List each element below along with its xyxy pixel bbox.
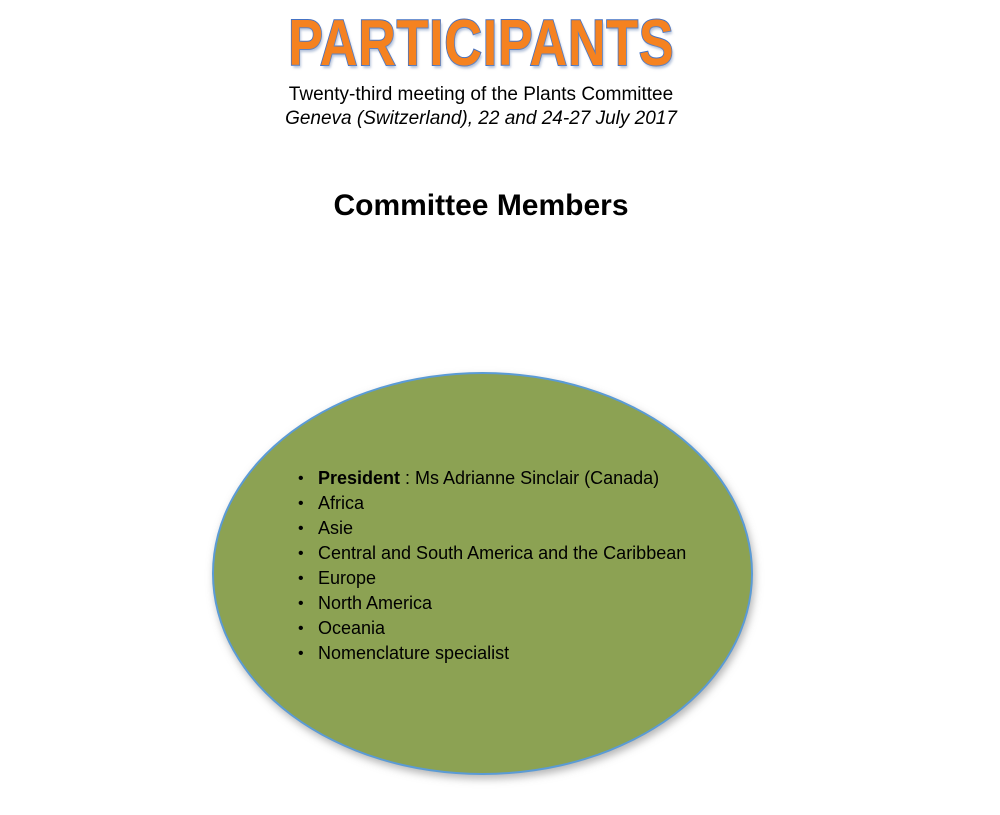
list-item-text: Nomenclature specialist [318, 643, 510, 663]
section-heading: Committee Members [333, 189, 629, 222]
list-item [298, 466, 686, 491]
list-item [298, 566, 686, 591]
list-item-text: Asie [318, 518, 354, 538]
bullet-icon: • [298, 595, 304, 612]
bullet-icon: • [298, 645, 304, 662]
meeting-subtitle-line2: Geneva (Switzerland), 22 and 24-27 July 2017 [285, 108, 677, 129]
list-item [298, 641, 686, 666]
list-item [298, 491, 686, 516]
bullet-icon: • [298, 495, 304, 512]
list-item [298, 591, 686, 616]
bullet-icon: • [298, 520, 304, 537]
bullet-icon: • [298, 545, 304, 562]
list-item [298, 541, 686, 566]
committee-members-ellipse [212, 372, 753, 775]
list-item [298, 616, 686, 641]
list-item-text: Central and South America and the Caribbean [318, 543, 687, 563]
list-item-text: Africa [318, 493, 365, 513]
meeting-subtitle [0, 83, 962, 131]
title-wrap [0, 6, 962, 79]
meeting-subtitle-line1: Twenty-third meeting of the Plants Committee [288, 84, 674, 105]
list-item-text: North America [318, 593, 433, 613]
list-item-text: Europe [318, 568, 377, 588]
committee-members-list [298, 466, 686, 666]
bullet-icon: • [298, 470, 304, 487]
list-item-text: Oceania [318, 618, 386, 638]
page-title: PARTICIPANTS [287, 6, 675, 79]
list-item-bold: President [318, 468, 401, 488]
bullet-icon: • [298, 570, 304, 587]
list-item-text: : Ms Adrianne Sinclair (Canada) [400, 468, 660, 488]
bullet-icon: • [298, 620, 304, 637]
list-item [298, 516, 686, 541]
